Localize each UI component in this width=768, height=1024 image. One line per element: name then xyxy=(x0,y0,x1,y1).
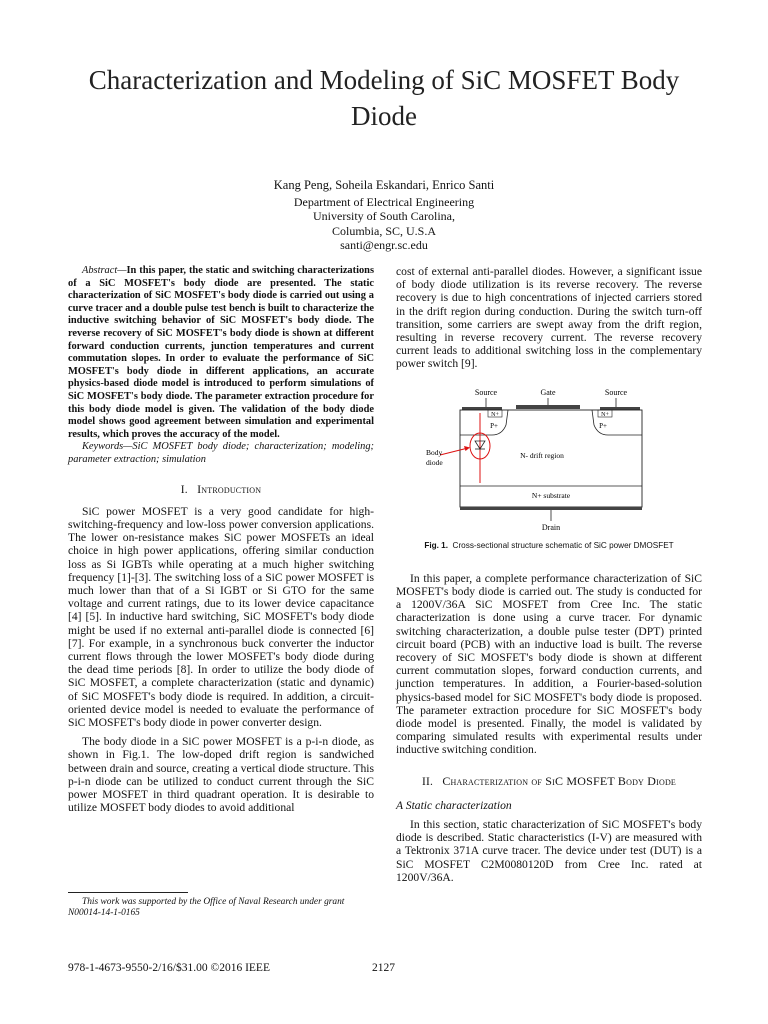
figure-1 xyxy=(396,385,702,535)
section-1-title: Introduction xyxy=(197,481,262,496)
mosfet-cross-section xyxy=(396,385,702,535)
source-right-contact xyxy=(600,407,640,410)
intro-paragraph-3: cost of external anti-parallel diodes. However, a significant issue of body diode utilization is its reverse recovery. The reverse recovery is due to high concentrations of injected carriers stored in the drift region during conduction. During the switch turn-off transition, some carriers are swept away from the drift region, resulting in reverse recovery current. The reverse recovery current leads to additional switching loss in the complementary power switch [9]. xyxy=(396,265,702,371)
abstract-lead: Abstract— xyxy=(82,265,127,276)
section-2-paragraph-1: In this section, static characterization of SiC MOSFET's body diode is described. Static characteristics (I-V) are measured with a Tektronix 371A curve tracer. The device under test (DUT) is a SiC MOSFET C2M0080120D from Cree Inc. rated at 1200V/36A. xyxy=(396,818,702,884)
abstract-text: In this paper, the static and switching characterizations of a SiC MOSFET's body diode are presented. The static characterization of SiC MOSFET's body diode is carried out using a curve tracer and a double pulse test bench is built to characterize the inductive switching behavior of SiC MOSFET's body diode. The reverse recovery of SiC MOSFET's body diode is shown at different forward conduction currents, junction temperatures and current commutation slopes. In order to evaluate the performance of SiC MOSFET's body diode in different applications, an accurate physics-based diode model is introduced to perform simulations of SiC MOSFET's body diode. The parameter extraction procedure for this body diode model is given. The validation of the body diode model shows good agreement between simulation and experimental results, which proves the accuracy of the model. xyxy=(68,265,374,440)
author-city: Columbia, SC, U.S.A xyxy=(331,223,436,238)
figure-1-caption-text: Cross-sectional structure schematic of SiC power DMOSFET xyxy=(452,540,674,550)
figure-1-caption xyxy=(396,539,702,552)
paper-title: Characterization and Modeling of SiC MOSFET Body Diode xyxy=(88,65,680,131)
section-2-heading xyxy=(396,775,702,789)
source-left-contact xyxy=(462,407,502,410)
author-names: Kang Peng, Soheila Eskandari, Enrico Santi xyxy=(273,178,495,192)
page-number: 2127 xyxy=(372,962,395,974)
right-column xyxy=(396,265,702,884)
gate-contact xyxy=(516,405,580,409)
section-2-number: II. xyxy=(421,775,434,788)
label-drift-region: N- drift region xyxy=(520,450,564,460)
author-email[interactable]: santi@engr.sc.edu xyxy=(340,238,428,252)
arrow-head-icon xyxy=(464,446,470,451)
left-column xyxy=(68,265,374,814)
label-nplus-left: N+ xyxy=(491,411,499,418)
intro-paragraph-4: In this paper, a complete performance characterization of SiC MOSFET's body diode is carried out. The study is conducted for a 1200V/36A SiC MOSFET from Cree Inc. The static characterization is done using a curve tracer. For dynamic switching characterization, a double pulse tester (DPT) printed circuit board (PCB) with an inductive load is built. The reverse recovery of SiC MOSFET's body diode is shown at different current commutation slopes, forward conduction currents, and junction temperatures. In addition, a Fourier-based-solution physics-based model for SiC MOSFET's body diode is proposed. The parameter extraction procedure for SiC MOSFET's body diode model is presented. Finally, the model is validated by comparing simulated results with experimental results under inductive switching condition. xyxy=(396,571,702,757)
drain-contact xyxy=(460,507,642,510)
footer-isbn: 978-1-4673-9550-2/16/$31.00 ©2016 IEEE xyxy=(68,962,270,974)
intro-paragraph-2: The body diode in a SiC power MOSFET is a p-i-n diode, as shown in Fig.1. The low-doped drift region is sandwiched between drain and source, creating a vertical diode structure. This p-i-n diode can be utilized to conduct current through the SiC power MOSFET in third quadrant operation. It is desirable to utilize MOSFET body diodes to avoid additional xyxy=(68,735,374,815)
author-university: University of South Carolina, xyxy=(313,209,455,223)
p-well-left xyxy=(460,410,508,435)
author-block xyxy=(160,178,608,253)
label-source-left: Source xyxy=(474,387,498,397)
label-substrate: N+ substrate xyxy=(531,490,571,500)
label-pplus-right: P+ xyxy=(599,421,607,430)
label-nplus-right: N+ xyxy=(601,411,609,418)
intro-paragraph-1: SiC power MOSFET is a very good candidate for high-switching-frequency and low-loss power conversion applications. The lower on-resistance makes SiC power MOSFETs an ideal choice in high power applications, offering similar conduction loss as Si IGBTs while operating at a much higher switching frequency [1]-[3]. The switching loss of a SiC power MOSFET is much lower than that of a Si IGBT or Si GTO for the same voltage and current ratings, due to its lower device capacitance [4] [5]. In inductive hard switching, SiC MOSFET's body diode might be used if no external anti-parallel diode is connected [6] [7]. For example, in a synchronous buck converter the inductor current flows through the lower MOSFET's body diode during the dead time periods [8]. In order to utilize the body diode of SiC MOSFET, a complete characterization (static and dynamic) of SiC MOSFET's body diode is required. In addition, a circuit-oriented device model is needed to evaluate the performance of SiC MOSFET's body diode in power converter design. xyxy=(68,504,374,729)
footnote-rule xyxy=(68,892,188,893)
label-pplus-left: P+ xyxy=(490,421,498,430)
label-gate: Gate xyxy=(540,387,556,397)
section-1-number: I. xyxy=(180,483,188,496)
section-1-heading xyxy=(68,483,374,497)
body-diode-arrow xyxy=(440,448,468,455)
author-department: Department of Electrical Engineering xyxy=(293,194,475,209)
abstract xyxy=(68,265,374,441)
label-source-right: Source xyxy=(604,387,628,397)
section-2-title: Characterization of SiC MOSFET Body Diode xyxy=(442,773,677,788)
label-drain: Drain xyxy=(541,522,561,532)
label-body-diode-2: diode xyxy=(426,457,443,467)
subsection-a-heading: A Static characterization xyxy=(396,798,512,812)
keywords: Keywords—SiC MOSFET body diode; characterization; modeling; parameter extraction; simulation xyxy=(68,441,374,465)
label-body-diode-1: Body xyxy=(426,447,443,457)
figure-1-caption-label: Fig. 1. xyxy=(424,540,448,550)
funding-footnote: This work was supported by the Office of Naval Research under grant N00014-14-1-0165 xyxy=(68,897,345,918)
